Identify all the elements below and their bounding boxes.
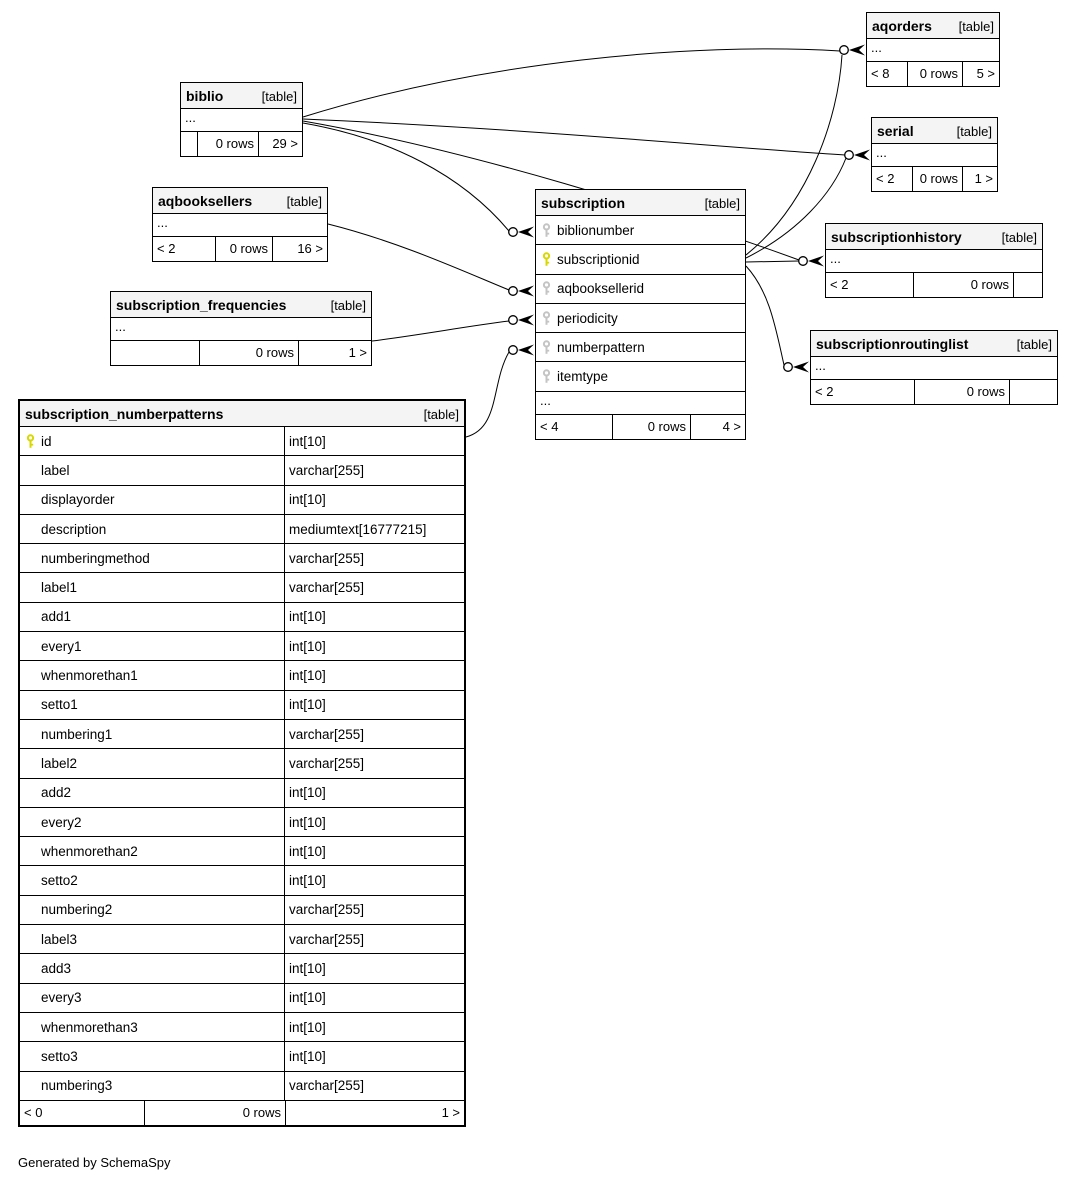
column-name: whenmorethan1 (41, 668, 138, 684)
table-footer (20, 1101, 464, 1125)
edge-subscription-subscriptionhistory (746, 261, 799, 262)
crowfoot-marker-aqbooksellerid (509, 286, 534, 297)
children-count (1009, 380, 1057, 404)
column-row (20, 603, 464, 632)
column-row (20, 691, 464, 720)
table-aqbooksellers (152, 187, 328, 262)
column-type: mediumtext[16777215] (289, 521, 427, 537)
table-tag: [table] (958, 18, 994, 34)
column-row (536, 216, 745, 245)
table-tag: [table] (330, 297, 366, 313)
column-row (536, 304, 745, 333)
column-type: int[10] (289, 433, 326, 449)
column-name: every1 (41, 638, 82, 654)
row-count: 0 rows (612, 415, 690, 439)
column-type: int[10] (289, 990, 326, 1006)
row-count: 0 rows (913, 273, 1013, 297)
column-type: int[10] (289, 960, 326, 976)
column-type: varchar[255] (289, 902, 365, 918)
column-name: itemtype (557, 369, 609, 385)
column-row (20, 632, 464, 661)
column-name: numbering3 (41, 1078, 113, 1094)
table-footer (153, 237, 327, 261)
parents-count: < 8 (871, 66, 890, 81)
table-header (811, 331, 1057, 357)
parents-count: < 2 (830, 277, 849, 292)
collapsed-columns: ... (153, 214, 327, 237)
table-tag: [table] (286, 193, 322, 209)
column-row (20, 515, 464, 544)
crowfoot-marker-serial (845, 150, 870, 161)
table-footer (811, 380, 1057, 404)
table-footer (867, 62, 999, 86)
column-name: subscriptionid (557, 251, 640, 267)
crowfoot-marker-subscriptionhistory (799, 256, 824, 267)
column-type: varchar[255] (289, 462, 365, 478)
table-aqorders (866, 12, 1000, 87)
children-count: 5 > (962, 62, 999, 86)
column-name: numberpattern (557, 339, 645, 355)
table-subscriptionhistory (825, 223, 1043, 298)
column-name: label2 (41, 755, 78, 771)
table-tag: [table] (1001, 229, 1037, 245)
table-tag: [table] (956, 123, 992, 139)
table-header (826, 224, 1042, 250)
column-row (20, 456, 464, 485)
column-type: int[10] (289, 668, 326, 684)
column-name: every2 (41, 814, 82, 830)
collapsed-columns: ... (536, 392, 745, 415)
column-type: varchar[255] (289, 931, 365, 947)
column-type: int[10] (289, 1048, 326, 1064)
column-type: int[10] (289, 492, 326, 508)
column-type: varchar[255] (289, 755, 365, 771)
table-serial (871, 117, 998, 192)
parents-count (111, 341, 199, 365)
column-row (20, 837, 464, 866)
column-row (20, 779, 464, 808)
row-count: 0 rows (197, 132, 258, 156)
foreign-key-icon (536, 340, 557, 355)
parents-count: < 4 (540, 418, 559, 434)
column-name: label3 (41, 931, 78, 947)
column-row (20, 544, 464, 573)
row-count: 0 rows (912, 167, 962, 191)
row-count: 0 rows (907, 62, 962, 86)
column-name: whenmorethan2 (41, 843, 138, 859)
table-tag: [table] (704, 195, 740, 211)
column-row (20, 1072, 464, 1101)
table-footer (872, 167, 997, 191)
collapsed-columns: ... (867, 39, 999, 62)
collapsed-columns: ... (811, 357, 1057, 380)
column-type: int[10] (289, 814, 326, 830)
table-biblio (180, 82, 303, 157)
parents-count: < 2 (157, 241, 176, 256)
table-title[interactable]: serial (877, 123, 914, 139)
table-header (111, 292, 371, 318)
edge-numberpatterns-subscription (466, 352, 509, 437)
column-name: label (41, 462, 70, 478)
row-count: 0 rows (144, 1101, 285, 1125)
table-subscription (535, 189, 746, 440)
column-type: varchar[255] (289, 1078, 365, 1094)
table-footer (181, 132, 302, 156)
children-count: 16 > (272, 237, 327, 261)
table-footer (826, 273, 1042, 297)
crowfoot-marker-numberpattern (509, 345, 534, 356)
column-name: add1 (41, 609, 72, 625)
column-row (20, 984, 464, 1013)
column-row (20, 1013, 464, 1042)
column-name: aqbooksellerid (557, 281, 645, 297)
parents-count (181, 132, 197, 156)
parents-count: < 2 (815, 384, 834, 399)
column-name: periodicity (557, 310, 618, 326)
children-count: 1 > (298, 341, 371, 365)
table-header (20, 401, 464, 427)
table-title[interactable]: subscription_frequencies (116, 297, 287, 313)
column-name: numbering2 (41, 902, 113, 918)
column-row (536, 275, 745, 304)
table-header (153, 188, 327, 214)
column-name: add3 (41, 960, 72, 976)
children-count: 1 > (962, 167, 997, 191)
column-type: int[10] (289, 843, 326, 859)
table-title[interactable]: subscription_numberpatterns (25, 406, 224, 422)
table-tag: [table] (423, 406, 459, 422)
edge-aqbooksellers-subscription (328, 224, 509, 290)
column-name: setto3 (41, 1048, 78, 1064)
row-count: 0 rows (215, 237, 272, 261)
column-type: int[10] (289, 873, 326, 889)
table-header (181, 83, 302, 109)
generator-note: Generated by SchemaSpy (18, 1155, 171, 1170)
edge-subscription-routinglist (746, 266, 784, 365)
column-name: id (41, 433, 52, 449)
crowfoot-marker-aqorders (840, 45, 865, 56)
children-count: 1 > (285, 1101, 464, 1125)
column-name: description (41, 521, 107, 537)
table-title[interactable]: subscriptionroutinglist (816, 336, 969, 352)
column-type: varchar[255] (289, 550, 365, 566)
column-row (20, 486, 464, 515)
edge-frequencies-subscription (372, 321, 509, 341)
column-name: add2 (41, 785, 72, 801)
column-row (20, 925, 464, 954)
column-name: whenmorethan3 (41, 1019, 138, 1035)
children-count: 29 > (258, 132, 302, 156)
foreign-key-icon (536, 369, 557, 384)
primary-key-icon (20, 434, 41, 449)
column-row (536, 245, 745, 274)
column-type: varchar[255] (289, 726, 365, 742)
column-row (20, 749, 464, 778)
collapsed-columns: ... (181, 109, 302, 132)
column-row (20, 808, 464, 837)
table-title[interactable]: biblio (186, 88, 224, 104)
parents-count: < 2 (876, 171, 895, 186)
children-count (1013, 273, 1042, 297)
column-name: numberingmethod (41, 550, 150, 566)
foreign-key-icon (536, 223, 557, 238)
table-title[interactable]: subscription (541, 195, 626, 211)
column-name: setto2 (41, 873, 78, 889)
column-name: numbering1 (41, 726, 113, 742)
column-name: setto1 (41, 697, 78, 713)
column-row (536, 362, 745, 391)
row-count: 0 rows (199, 341, 298, 365)
column-row (20, 1042, 464, 1071)
column-row (20, 866, 464, 895)
table-header (867, 13, 999, 39)
column-row (20, 427, 464, 456)
column-type: int[10] (289, 697, 326, 713)
table-subscription-numberpatterns (18, 399, 466, 1127)
edge-biblio-aqorders (303, 49, 840, 117)
column-type: int[10] (289, 609, 326, 625)
column-row (536, 333, 745, 362)
table-title[interactable]: aqorders (872, 18, 932, 34)
column-row (20, 661, 464, 690)
column-type: varchar[255] (289, 580, 365, 596)
column-row (20, 720, 464, 749)
column-type: int[10] (289, 785, 326, 801)
crowfoot-marker-routinglist (784, 362, 809, 373)
column-name: every3 (41, 990, 82, 1006)
table-tag: [table] (261, 88, 297, 104)
table-header (872, 118, 997, 144)
column-name: biblionumber (557, 222, 635, 238)
crowfoot-marker-periodicity (509, 315, 534, 326)
column-type: int[10] (289, 638, 326, 654)
column-row (20, 896, 464, 925)
column-name: displayorder (41, 492, 115, 508)
collapsed-columns: ... (826, 250, 1042, 273)
column-type: int[10] (289, 1019, 326, 1035)
table-subscription-frequencies (110, 291, 372, 366)
table-title[interactable]: subscriptionhistory (831, 229, 962, 245)
edge-biblio-subscription (303, 123, 509, 231)
column-row (20, 954, 464, 983)
collapsed-columns: ... (872, 144, 997, 167)
table-tag: [table] (1016, 336, 1052, 352)
table-footer (111, 341, 371, 365)
primary-key-icon (536, 252, 557, 267)
column-row (20, 573, 464, 602)
table-header (536, 190, 745, 216)
foreign-key-icon (536, 311, 557, 326)
children-count: 4 > (690, 415, 745, 439)
table-subscriptionroutinglist (810, 330, 1058, 405)
crowfoot-marker-biblionumber (509, 227, 534, 238)
parents-count: < 0 (24, 1104, 43, 1120)
table-footer (536, 415, 745, 439)
column-name: label1 (41, 580, 78, 596)
row-count: 0 rows (914, 380, 1009, 404)
foreign-key-icon (536, 281, 557, 296)
table-title[interactable]: aqbooksellers (158, 193, 253, 209)
collapsed-columns: ... (111, 318, 371, 341)
